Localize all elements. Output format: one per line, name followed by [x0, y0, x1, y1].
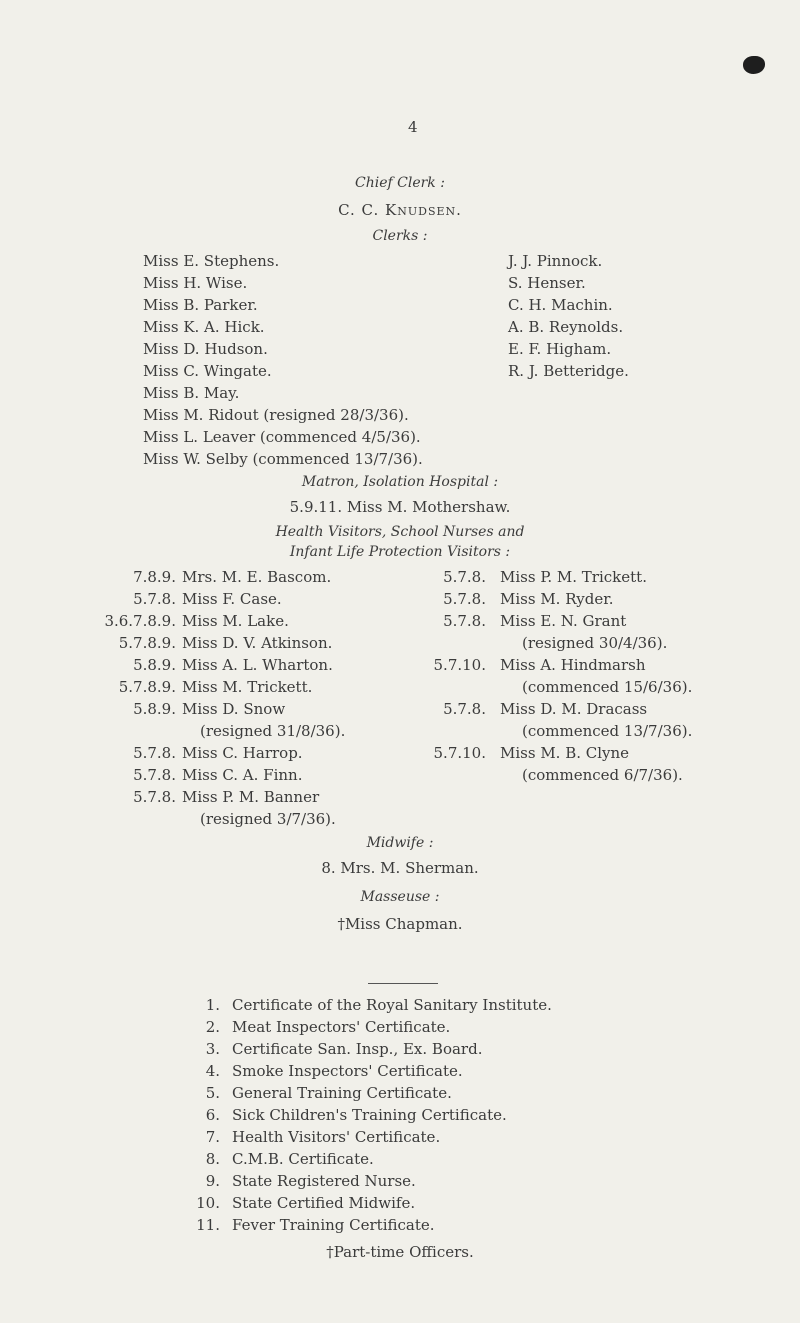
certificate-number: 10. [196, 1194, 220, 1212]
qualification-code: 5.7.8.9. [118, 634, 176, 652]
visitor-name: Miss C. Harrop. [182, 744, 303, 762]
clerks-heading: Clerks : [372, 228, 428, 244]
certificate-number: 2. [205, 1018, 220, 1036]
clerk-left: Miss B. May. [143, 384, 240, 402]
masseuse-entry: †Miss Chapman. [337, 915, 463, 933]
qualification-code: 5.8.9. [133, 656, 176, 674]
clerk-left: Miss D. Hudson. [143, 340, 268, 358]
page-number: 4 [408, 118, 418, 136]
certificate-text: Sick Children's Training Certificate. [232, 1106, 507, 1124]
clerk-left: Miss M. Ridout (resigned 28/3/36). [143, 406, 409, 424]
qualification-code: 3.6.7.8.9. [104, 612, 176, 630]
visitor-name: Miss M. Lake. [182, 612, 289, 630]
visitor-note: (commenced 6/7/36). [522, 766, 683, 784]
qualification-code: 5.7.8. [443, 700, 486, 718]
matron-entry: 5.9.11. Miss M. Mothershaw. [289, 498, 511, 516]
visitor-name: Miss F. Case. [182, 590, 282, 608]
certificate-text: Certificate San. Insp., Ex. Board. [232, 1040, 483, 1058]
visitor-name: Miss D. M. Dracass [500, 700, 648, 718]
qualification-code: 5.7.8. [443, 568, 486, 586]
clerk-left: Miss K. A. Hick. [143, 318, 265, 336]
visitor-name: Mrs. M. E. Bascom. [182, 568, 332, 586]
qualification-code: 5.7.8. [133, 744, 176, 762]
health-visitors-heading-2: Infant Life Protection Visitors : [289, 544, 511, 560]
masseuse-heading: Masseuse : [360, 889, 440, 905]
health-visitors-heading: Health Visitors, School Nurses and [275, 524, 525, 540]
clerk-left: Miss W. Selby (commenced 13/7/36). [143, 450, 423, 468]
visitor-note: (commenced 13/7/36). [522, 722, 693, 740]
visitor-name: Miss D. V. Atkinson. [182, 634, 333, 652]
qualification-code: 7.8.9. [133, 568, 176, 586]
matron-heading: Matron, Isolation Hospital : [301, 474, 499, 490]
visitor-name: Miss D. Snow [182, 700, 286, 718]
qualification-code: 5.7.10. [433, 656, 486, 674]
clerk-left: Miss C. Wingate. [143, 362, 272, 380]
visitor-name: Miss M. B. Clyne [500, 744, 630, 762]
visitor-name: Miss A. L. Wharton. [182, 656, 333, 674]
certificate-number: 5. [205, 1084, 220, 1102]
certificate-text: Meat Inspectors' Certificate. [232, 1018, 451, 1036]
clerk-left: Miss E. Stephens. [143, 252, 280, 270]
visitor-name: Miss M. Trickett. [182, 678, 313, 696]
visitor-name: Miss C. A. Finn. [182, 766, 303, 784]
certificate-number: 3. [205, 1040, 220, 1058]
certificate-text: Fever Training Certificate. [232, 1216, 435, 1234]
qualification-code: 5.7.8. [133, 590, 176, 608]
visitor-name: Miss E. N. Grant [500, 612, 627, 630]
clerk-left: Miss L. Leaver (commenced 4/5/36). [143, 428, 421, 446]
certificate-number: 4. [205, 1062, 220, 1080]
clerk-right: A. B. Reynolds. [508, 318, 624, 336]
qualification-code: 5.7.8. [443, 612, 486, 630]
certificate-text: State Registered Nurse. [232, 1172, 416, 1190]
chief-clerk-heading: Chief Clerk : [355, 175, 445, 191]
visitor-note: (resigned 3/7/36). [200, 810, 336, 828]
certificate-text: General Training Certificate. [232, 1084, 452, 1102]
divider [368, 983, 438, 984]
certificate-text: Smoke Inspectors' Certificate. [232, 1062, 463, 1080]
certificate-text: C.M.B. Certificate. [232, 1150, 374, 1168]
certificate-text: Health Visitors' Certificate. [232, 1128, 441, 1146]
visitor-name: Miss P. M. Banner [182, 788, 320, 806]
ink-blot [743, 56, 765, 74]
certificate-number: 11. [196, 1216, 220, 1234]
certificate-text: State Certified Midwife. [232, 1194, 416, 1212]
qualification-code: 5.7.8. [133, 766, 176, 784]
qualification-code: 5.7.10. [433, 744, 486, 762]
qualification-code: 5.8.9. [133, 700, 176, 718]
clerk-right: C. H. Machin. [508, 296, 613, 314]
qualification-code: 5.7.8. [133, 788, 176, 806]
visitor-note: (resigned 30/4/36). [522, 634, 668, 652]
midwife-entry: 8. Mrs. M. Sherman. [321, 859, 479, 877]
clerk-right: S. Henser. [508, 274, 586, 292]
certificate-number: 8. [205, 1150, 220, 1168]
clerk-left: Miss H. Wise. [143, 274, 248, 292]
visitor-name: Miss P. M. Trickett. [500, 568, 647, 586]
visitor-note: (commenced 15/6/36). [522, 678, 693, 696]
clerk-left: Miss B. Parker. [143, 296, 258, 314]
qualification-code: 5.7.8.9. [118, 678, 176, 696]
visitor-name: Miss A. Hindmarsh [500, 656, 646, 674]
certificate-text: Certificate of the Royal Sanitary Institute. [232, 996, 552, 1014]
certificate-number: 6. [205, 1106, 220, 1124]
certificate-number: 1. [205, 996, 220, 1014]
clerk-right: E. F. Higham. [508, 340, 612, 358]
certificate-number: 7. [205, 1128, 220, 1146]
visitor-name: Miss M. Ryder. [500, 590, 614, 608]
clerk-right: J. J. Pinnock. [508, 252, 603, 270]
footnote: †Part-time Officers. [326, 1243, 474, 1261]
visitor-note: (resigned 31/8/36). [200, 722, 346, 740]
chief-clerk-name: C. C. Knudsen. [338, 201, 462, 219]
clerk-right: R. J. Betteridge. [508, 362, 629, 380]
qualification-code: 5.7.8. [443, 590, 486, 608]
certificate-number: 9. [205, 1172, 220, 1190]
midwife-heading: Midwife : [366, 835, 434, 851]
